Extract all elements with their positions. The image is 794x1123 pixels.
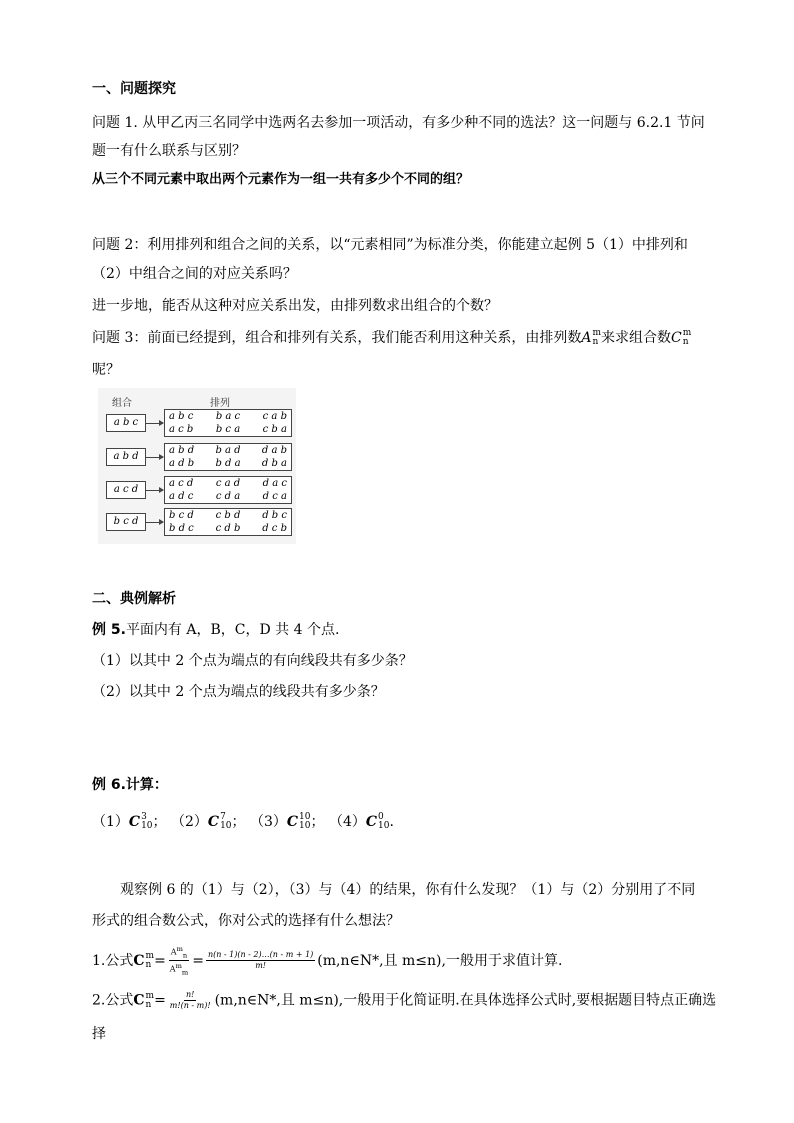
perm-cell: b a d: [215, 445, 241, 456]
comb-sup: 7: [220, 812, 226, 822]
formula1-tail: (m,n∈N*,且 m≤n),一般用于求值计算.: [317, 952, 563, 969]
frac-den-perm: $A^m_m$: [169, 962, 189, 977]
perm-box: [164, 443, 292, 471]
comb-symbol: C: [207, 814, 220, 830]
ex6-item-label: （4）: [328, 814, 366, 830]
combo-box: b c d: [106, 513, 146, 531]
perm-box: [164, 409, 292, 437]
q3-perm-sub: n: [592, 337, 599, 347]
perm-cell: d a c: [262, 478, 287, 489]
q3-text-a: 问题 3：前面已经提到，组合和排列有关系，我们能否利用这种关系，由排列数: [92, 330, 582, 346]
formula1-numerator: n(n - 1)(n - 2)…(n - m + 1): [207, 950, 314, 960]
perm-cell: a d b: [169, 458, 195, 469]
section1-heading: 一、问题探究: [92, 81, 176, 97]
q3-text-b: 来求组合数: [601, 330, 672, 346]
comb-sub: n: [145, 999, 152, 1010]
perm-cell: c d a: [215, 491, 241, 502]
q1-line1: 问题 1. 从甲乙丙三名同学中选两名去参加一项活动，有多少种不同的选法？这一问题与 6.2.1 节问: [92, 115, 705, 131]
ex6-sep: .: [389, 814, 394, 830]
q3-line2: 呢？: [92, 362, 120, 378]
q3-perm-symbol: A: [581, 330, 592, 346]
formula1-label: 1.公式: [92, 952, 134, 969]
combination-permutation-figure: [98, 388, 296, 544]
perm-cell: d b a: [261, 458, 287, 469]
observation-line1: 观察例 6 的（1）与（2），（3）与（4）的结果，你有什么发现？（1）与（2）分别用了不同: [120, 882, 696, 898]
perm-cell: d c a: [262, 491, 287, 502]
comb-sup: 3: [141, 812, 147, 822]
formula2: [92, 990, 716, 1011]
figure-header-combo: 组合: [112, 398, 132, 409]
ex5-title: 例 5.: [92, 622, 126, 638]
comb-sub: 10: [220, 821, 232, 831]
comb-symbol: C: [365, 814, 378, 830]
comb-sup: m: [145, 950, 155, 961]
formula1-denominator: m!: [255, 961, 267, 971]
combo-box: a c d: [106, 481, 146, 499]
ex6-sep: ；: [152, 814, 167, 830]
ex5-q1: （1）以其中 2 个点为端点的有向线段共有多少条？: [92, 653, 413, 669]
perm-cell: a c d: [169, 478, 194, 489]
ex6-items: [92, 812, 394, 832]
q2-line2: （2）中组合之间的对应关系吗？: [92, 266, 297, 282]
ex6-item-label: （3）: [249, 814, 287, 830]
q2-line1: 问题 2：利用排列和组合之间的关系，以“元素相同”为标准分类，你能建立起例 5（1）中排列和: [92, 237, 688, 253]
equals-sign: =: [154, 952, 166, 969]
perm-cell: d b c: [262, 510, 287, 521]
comb-symbol: C: [133, 992, 145, 1009]
perm-cell: c b a: [262, 424, 287, 435]
equals-sign: =: [192, 952, 204, 969]
arrow-icon: [145, 423, 163, 424]
observation-line2: 形式的组合数公式，你对公式的选择有什么想法？: [92, 913, 400, 929]
perm-cell: b c a: [215, 424, 241, 435]
q3-perm-sup: m: [592, 328, 602, 338]
combo-box: a b d: [106, 448, 146, 466]
perm-cell: c a b: [262, 411, 287, 422]
perm-cell: d c b: [262, 523, 287, 534]
perm-cell: b d a: [215, 458, 241, 469]
comb-sup: m: [145, 990, 155, 1001]
ex6-sep: ；: [231, 814, 246, 830]
arrow-icon: [145, 490, 163, 491]
q1-bold: 从三个不同元素中取出两个元素作为一组一共有多少个不同的组？: [92, 172, 470, 187]
comb-symbol: C: [286, 814, 299, 830]
equals-sign: =: [154, 992, 166, 1009]
comb-symbol: C: [133, 952, 145, 969]
figure-header-perm: 排列: [210, 398, 230, 409]
comb-sub: 10: [141, 821, 153, 831]
comb-symbol: C: [128, 814, 141, 830]
comb-sub: n: [145, 959, 152, 970]
ex5-line: [92, 620, 339, 640]
perm-box: [164, 508, 292, 536]
combo-box: a b c: [106, 414, 146, 432]
formula2-label: 2.公式: [92, 992, 134, 1009]
ex6-title: 例 6.计算：: [92, 777, 168, 793]
formula2-tail: (m,n∈N*,且 m≤n),一般用于化简证明.在具体选择公式时,要根据题目特点正确选: [214, 992, 717, 1009]
frac-num-perm: $A^m_n$: [170, 945, 188, 960]
comb-sub: 10: [299, 821, 311, 831]
perm-cell: a d c: [169, 491, 194, 502]
formula2-numerator: n!: [186, 990, 195, 999]
perm-box: [164, 476, 292, 504]
ex6-sep: ；: [310, 814, 325, 830]
perm-cell: b c d: [169, 510, 194, 521]
comb-sup: 0: [378, 812, 384, 822]
ex6-item-label: （2）: [170, 814, 208, 830]
ex6-item-label: （1）: [92, 814, 129, 830]
perm-cell: a b d: [169, 445, 195, 456]
comb-sup: 10: [299, 812, 311, 822]
q1-line2: 题一有什么联系与区别？: [92, 143, 246, 159]
perm-cell: c d b: [215, 523, 241, 534]
perm-cell: b d c: [169, 523, 194, 534]
perm-cell: a c b: [169, 424, 194, 435]
formula2-line2: 择: [92, 1026, 106, 1042]
arrow-icon: [145, 457, 163, 458]
perm-cell: c a d: [215, 478, 241, 489]
perm-cell: d a b: [261, 445, 287, 456]
formula2-denominator: m!(n - m)!: [169, 1001, 211, 1010]
q3-comb-sub: n: [682, 337, 689, 347]
formula1: [92, 944, 562, 978]
ex5-q2: （2）以其中 2 个点为端点的线段共有多少条？: [92, 684, 385, 700]
q3-comb-sup: m: [682, 328, 692, 338]
perm-cell: b a c: [215, 411, 241, 422]
arrow-icon: [145, 522, 163, 523]
ex5-text: 平面内有 A，B，C，D 共 4 个点.: [125, 622, 340, 638]
q3-line1: [92, 328, 691, 348]
comb-sub: 10: [378, 821, 390, 831]
perm-cell: a b c: [169, 411, 194, 422]
section2-heading: 二、典例解析: [92, 591, 176, 607]
perm-cell: c b d: [215, 510, 241, 521]
q2-line3: 进一步地，能否从这种对应关系出发，由排列数求出组合的个数？: [92, 298, 498, 314]
q3-comb-symbol: C: [671, 330, 682, 346]
